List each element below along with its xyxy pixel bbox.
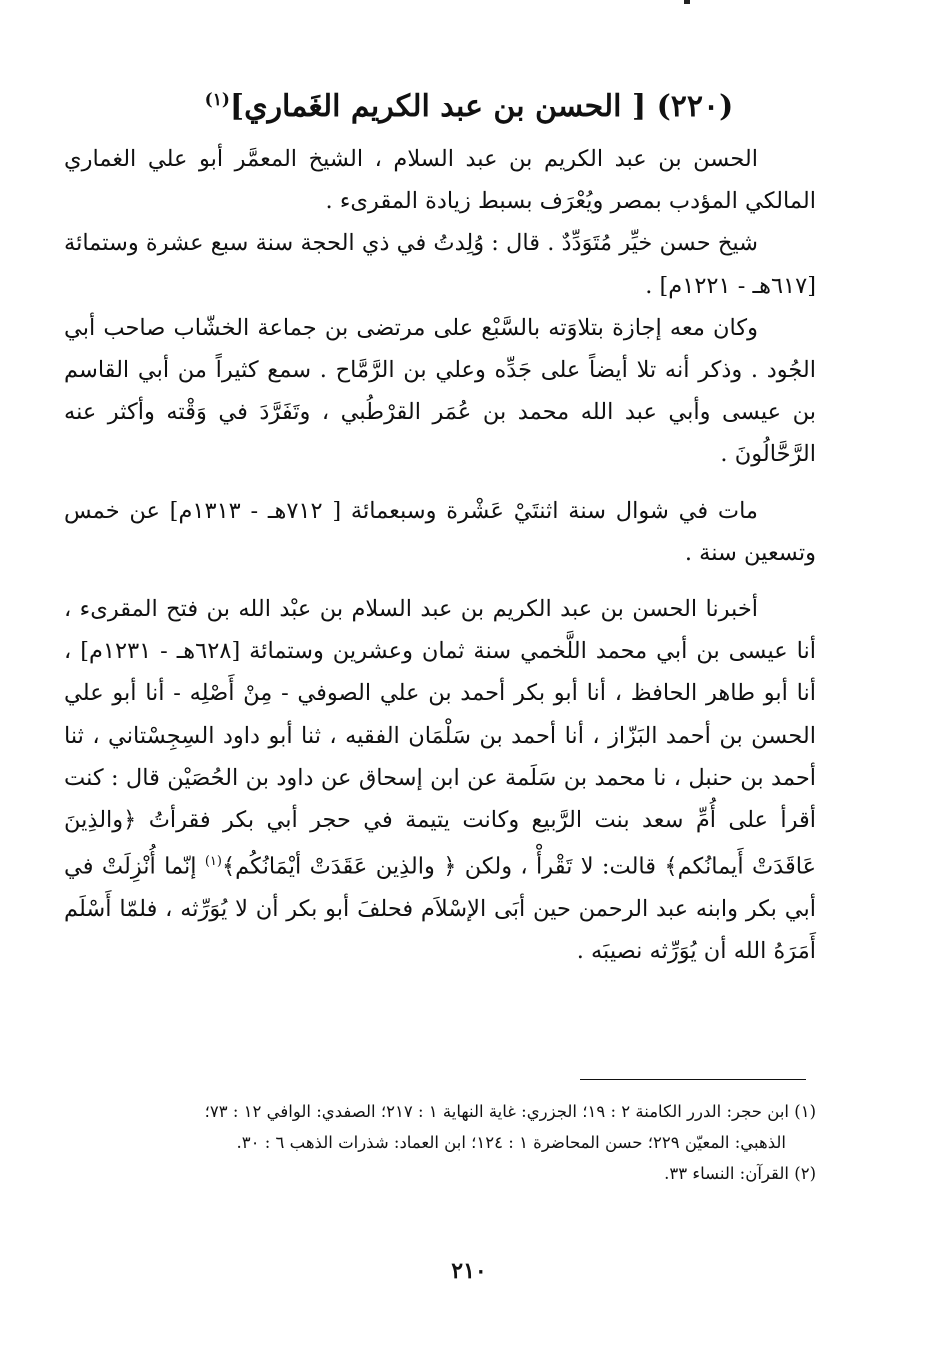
paragraph-birth: شيخ حسن خيِّر مُتَوَدِّدٌ . قال : وُلِدتُ في ذي الحجة سنة سبع عشرة وستمائة [٦١٧هـ - ١٢٢١م] . xyxy=(64,230,816,299)
isnad-text: أخبرنا الحسن بن عبد الكريم بن عبد السلام بن عبْد الله بن فتح المقرىء ، أنا عيسى بن أبي محمد اللَّخمي سنة ثمان وعشرين وستمائة [٦٢٨هـ - ١٢٣١م] ، أنا أبو طاهر الحافظ ، أنا أبو بكر أحمد بن علي الصوفي - مِنْ أَصْلِه - أنا أبو علي الحسن بن أحمد البَزّاز ، أنا أحمد بن سَلْمَان الفقيه ، ثنا أبو داود السِجِسْتاني ، ثنا أحمد بن حنبل ، نا محمد بن سَلَمة عن ابن إسحاق عن داود بن الحُصَيْن قال : كنت أقرأ على أُمِّ سعد بنت الرَّبيع وكانت يتيمة في حجر أبي بكر فقرأتُ ﴿والذِينَ عَاقَدَتْ أَيمانُكم﴾ قالت: لا تَقْرأْ ، ولكن ﴿ والذِين عَقَدَتْ أيْمَانُكُم﴾ xyxy=(64,596,816,880)
footnote-2: (٢) القرآن: النساء ٣٣. xyxy=(664,1164,816,1183)
entry-heading xyxy=(0,74,938,133)
ink-speck xyxy=(684,0,690,4)
footnote-1-continuation: الذهبي: المعيّن ٢٢٩؛ حسن المحاضرة ١ : ١٢٤؛ ابن العماد: شذرات الذهب ٦ : ٣٠. xyxy=(236,1133,786,1152)
footnotes xyxy=(90,1096,816,1189)
entry-heading-text: (٢٢٠) [ الحسن بن عبد الكريم الغَماري] xyxy=(229,89,734,124)
paragraph-death: مات في شوال سنة اثنتَيْ عَشْرة وسبعمائة [ ٧١٢هـ - ١٣١٣م] عن خمس وتسعين سنة . xyxy=(64,497,816,566)
paragraph-lineage: الحسن بن عبد الكريم بن عبد السلام ، الشيخ المعمَّر أبو علي الغماري المالكي المؤدب بمصر ويُعْرَف بسبط زيادة المقرىء . xyxy=(64,146,816,215)
verse-footnote-mark: (١) xyxy=(204,854,222,870)
footnote-1: (١) ابن حجر: الدرر الكامنة ٢ : ١٩؛ الجزري: غاية النهاية ١ : ٢١٧؛ الصفدي: الوافي ١٢ : ٧٣؛ xyxy=(204,1102,816,1121)
heading-footnote-mark: (١) xyxy=(204,90,230,110)
page-number: ٢١٠ xyxy=(451,1258,487,1284)
paragraph-teachers: وكان معه إجازة بتلاوَته بالسَّبْع على مرتضى بن جماعة الخشّاب صاحب أبي الجُود . وذكر أنه تلا أيضاً على جَدِّه وعلي بن الرَّمَّاح . سمع كثيراً من أبي القاسم بن عيسى وأبي عبد الله محمد بن عُمَر القرْطُبي ، وتَفَرَّدَ في وَقْته وأكثر عنه الرَّحَّالُونَ . xyxy=(64,314,816,468)
paragraph-isnad xyxy=(64,588,816,972)
footnote-separator xyxy=(580,1079,806,1080)
isnad-continuation: إنّما أُنْزِلَتْ في أبي بكر وابنه عبد الرحمن حين أبَى الإسْلاَم فحلفَ أبو بكر أن لا يُوَرِّثه ، فلمّا أَسْلَم أَمَرَهُ الله أن يُوَرِّثه نصيبَه . xyxy=(64,853,816,965)
body-text xyxy=(64,138,816,972)
